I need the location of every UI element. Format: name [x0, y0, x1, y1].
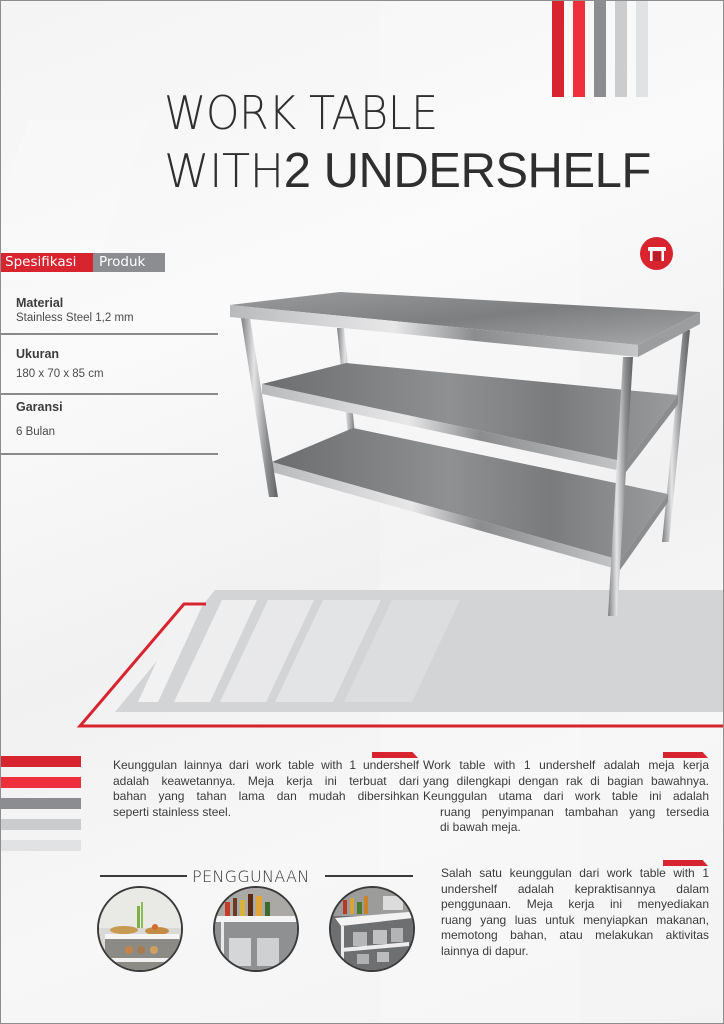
paragraph-line: yang dilengkapi dengan rak di bagian bawahnya. [423, 773, 709, 788]
paragraph-durability [113, 758, 419, 820]
paragraph-line: memotong bahan, atau melakukan aktivitas [441, 928, 709, 943]
spec-value: 180 x 70 x 85 cm [16, 368, 104, 380]
spec-label: Garansi [16, 400, 63, 414]
paragraph-practicality [441, 866, 709, 960]
spec-divider [0, 333, 218, 335]
paragraph-line: ruang penyimpanan tambahan yang tersedia [440, 804, 709, 819]
usage-photo-storage [215, 888, 297, 970]
table-icon [647, 246, 667, 262]
spec-label: Ukuran [16, 347, 60, 361]
paragraph-line: Salah satu keunggulan dari work table with 1 [441, 866, 709, 880]
usage-divider-right [325, 875, 413, 877]
spec-header-secondary: Produk [93, 253, 165, 272]
usage-photo-kitchen [99, 888, 181, 970]
spec-row-warranty [16, 400, 218, 438]
paragraph-line: di bawah meja. [440, 820, 521, 835]
usage-image-2 [213, 886, 299, 972]
spec-value: 6 Bulan [16, 426, 56, 438]
paragraph-line: ruang yang luas untuk menyiapkan makanan, [441, 912, 709, 927]
product-category-badge [640, 237, 673, 270]
spec-header [0, 253, 165, 272]
bar-lighter-gray [0, 840, 81, 851]
paragraph-line: penggunaan. Meja kerja ini menyediakan [441, 897, 709, 912]
title-line-2: WITH2 UNDERSHELF [164, 144, 651, 198]
paragraph-line: undershelf adalah kepraktisannya dalam [441, 881, 709, 896]
paragraph-description [423, 758, 709, 836]
paragraph-line: lainnya di dapur. [441, 943, 529, 958]
bar-gray [0, 798, 81, 809]
spec-row-size [16, 347, 218, 380]
spec-row-material [16, 296, 218, 324]
bar-light-gray [0, 819, 81, 830]
title-line-1: WORK TABLE [164, 86, 438, 140]
paragraph-line: Keunggulan utama dari work table ini adalah [423, 789, 709, 804]
usage-divider-left [100, 875, 187, 877]
bar-red [0, 777, 81, 788]
bar-dark-red [0, 756, 81, 767]
paragraph-line: Work table with 1 undershelf adalah meja kerja [423, 758, 709, 772]
usage-photo-cookware [331, 888, 413, 970]
spec-value: Stainless Steel 1,2 mm [16, 312, 134, 324]
paragraph-line: adalah keawetannya. Meja kerja ini terbuat dari [113, 773, 419, 788]
spec-label: Material [16, 296, 64, 310]
title-emphasis: 2 UNDERSHELF [283, 144, 651, 198]
usage-image-1 [97, 886, 183, 972]
spec-divider [0, 453, 218, 455]
spec-divider [0, 393, 218, 395]
paragraph-line: bahan yang tahan lama dan mudah dibersihkan [113, 789, 419, 804]
paragraph-line: seperti stainless steel. [113, 804, 232, 819]
usage-image-3 [329, 886, 415, 972]
spec-header-primary: Spesifikasi [0, 253, 93, 272]
paragraph-line: Keunggulan lainnya dari work table with 1 undershelf [113, 758, 419, 772]
usage-title: PENGGUNAAN [192, 867, 310, 886]
